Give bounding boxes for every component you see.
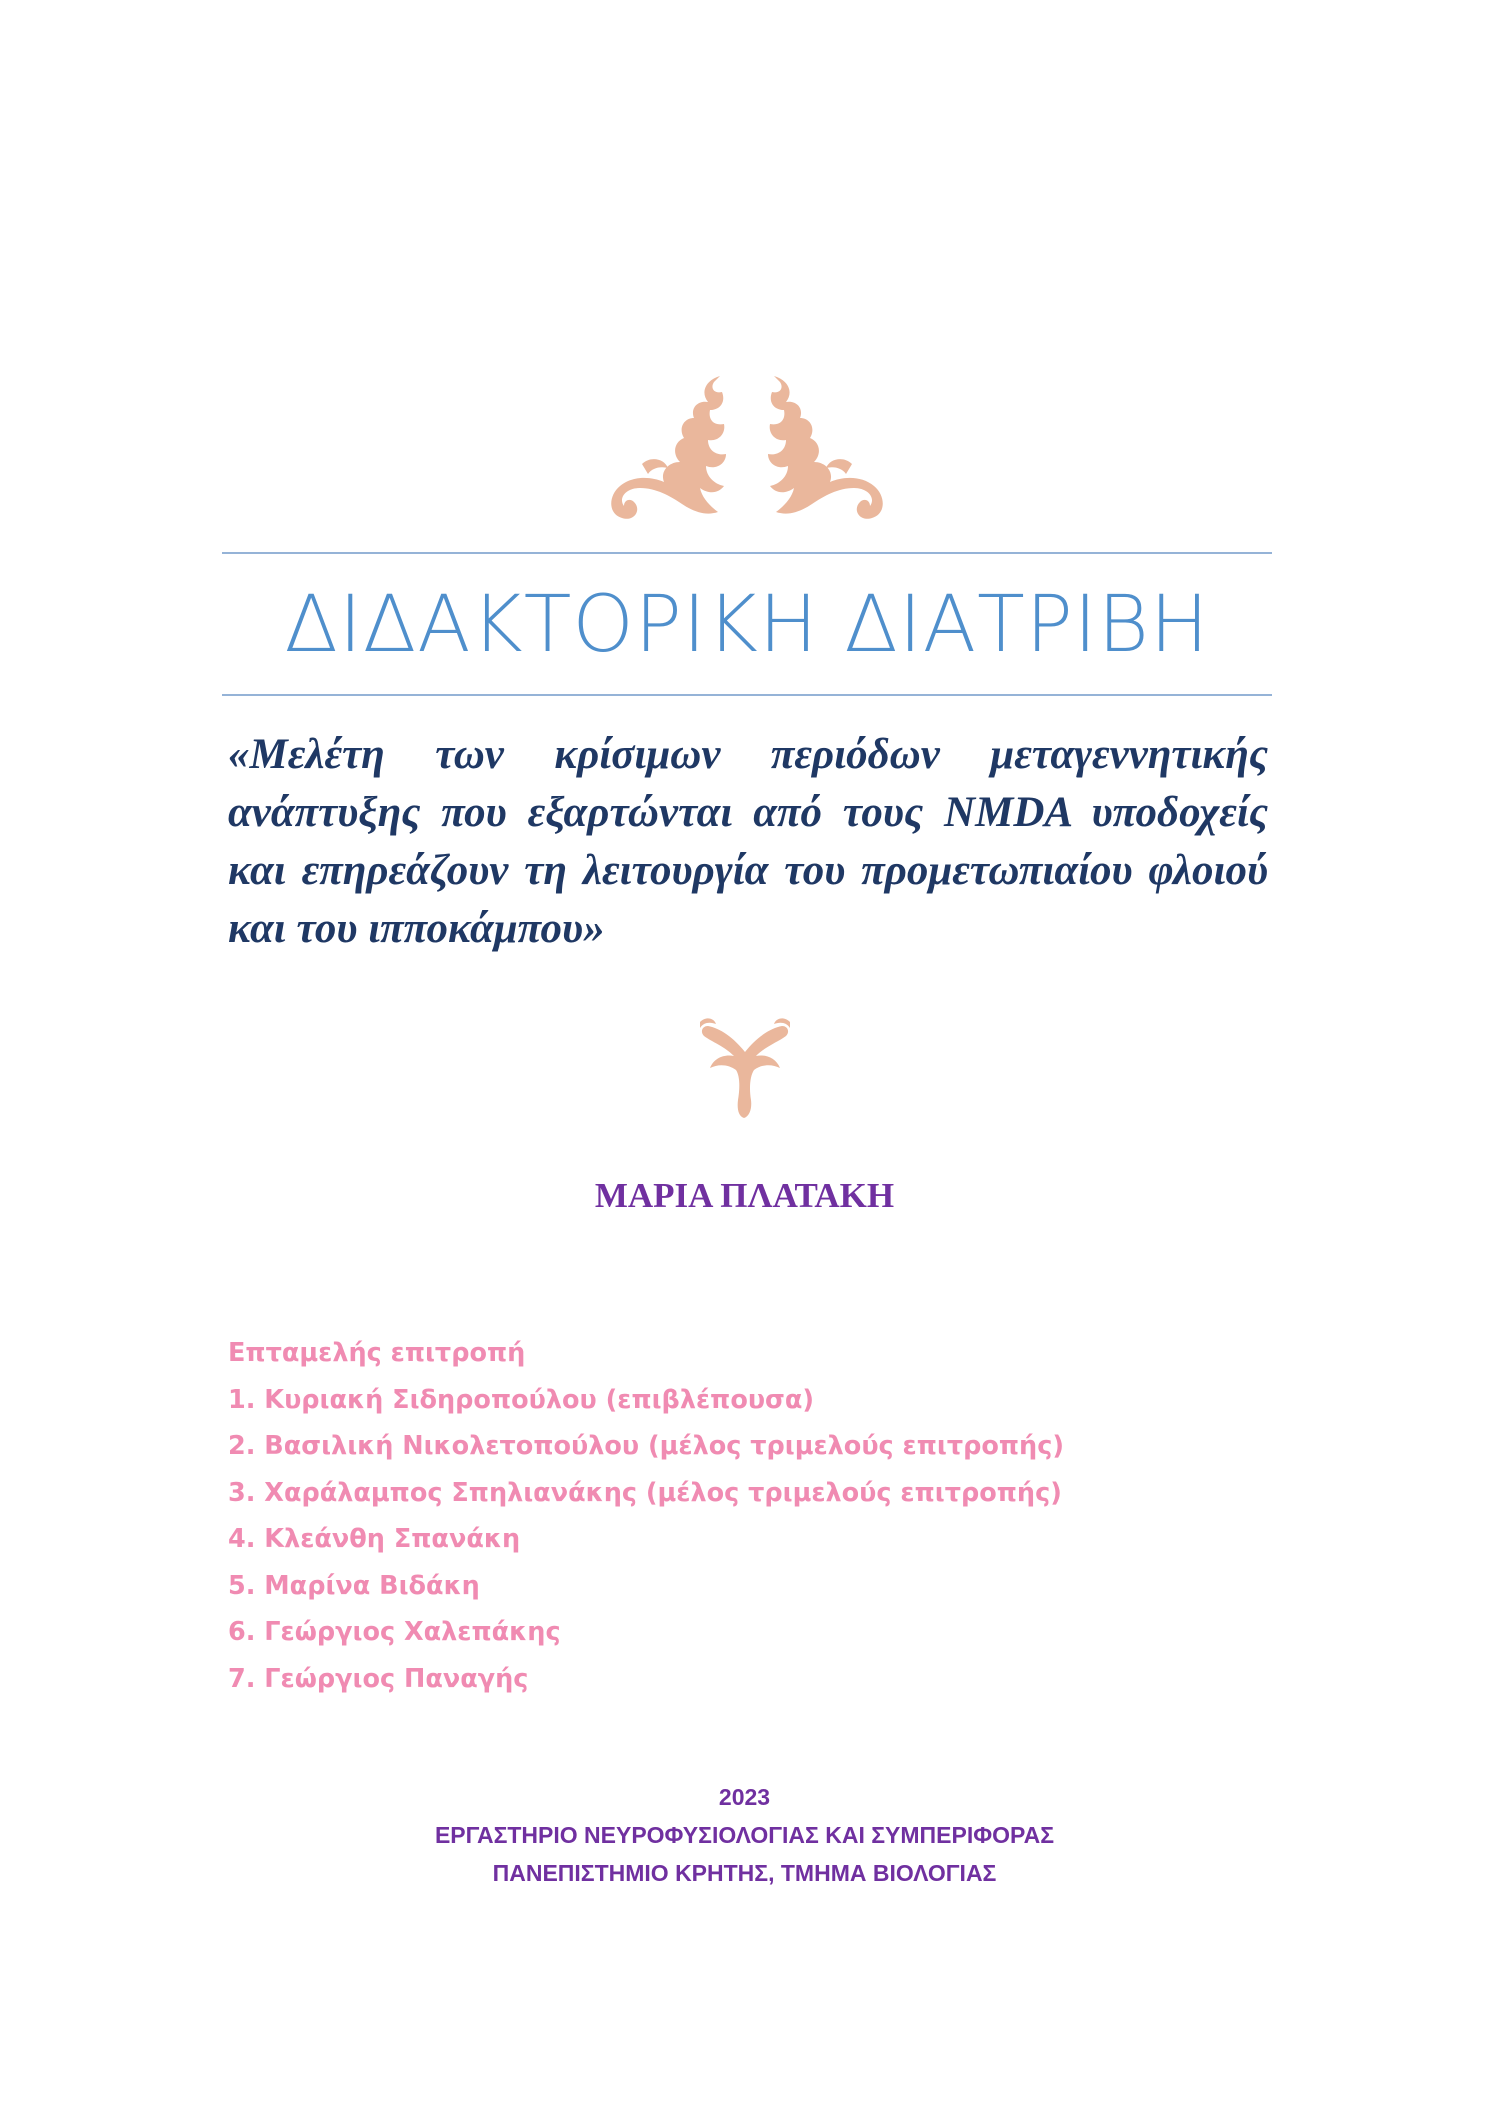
- committee-member: 2. Βασιλική Νικολετοπούλου (μέλος τριμελούς επιτροπής): [228, 1431, 1064, 1461]
- laboratory-name: ΕΡΓΑΣΤΗΡΙΟ ΝΕΥΡΟΦΥΣΙΟΛΟΓΙΑΣ ΚΑΙ ΣΥΜΠΕΡΙΦΟΡΑΣ: [434, 1822, 1055, 1848]
- fleuron-icon: [700, 1012, 790, 1120]
- committee-member: 5. Μαρίνα Βιδάκη: [228, 1570, 480, 1601]
- heading-bottom-rule: [222, 694, 1272, 696]
- committee-member: 3. Χαράλαμπος Σπηλιανάκης (μέλος τριμελούς επιτροπής): [228, 1477, 1062, 1508]
- thesis-title: «Μελέτη των κρίσιμων περιόδων μεταγεννητικής ανάπτυξης που εξαρτώνται από τους NMDA υποδοχείς και επηρεάζουν τη λειτουργία του προμετωπιαίου φλοιού και του ιπποκάμπου»: [228, 731, 1268, 952]
- heading-top-rule: [222, 552, 1272, 554]
- floral-scroll-pair-icon: [602, 372, 892, 522]
- footer-block: [0, 1778, 1489, 1892]
- committee-member: 6. Γεώργιος Χαλεπάκης: [228, 1617, 561, 1647]
- document-type-heading: ΔΙΔΑΚΤΟΡΙΚΗ ΔΙΑΤΡΙΒΗ: [284, 580, 1210, 670]
- committee-member: 4. Κλεάνθη Σπανάκη: [228, 1524, 521, 1554]
- committee-member: 1. Κυριακή Σιδηροπούλου (επιβλέπουσα): [228, 1384, 815, 1415]
- committee-heading: Επταμελής επιτροπή: [228, 1338, 526, 1368]
- year: 2023: [718, 1784, 771, 1810]
- committee-block: [228, 1330, 1328, 1702]
- committee-member: 7. Γεώργιος Παναγής: [228, 1663, 529, 1694]
- author-name: ΜΑΡΙΑ ΠΛΑΤΑΚΗ: [594, 1176, 895, 1215]
- institution-name: ΠΑΝΕΠΙΣΤΗΜΙΟ ΚΡΗΤΗΣ, ΤΜΗΜΑ ΒΙΟΛΟΓΙΑΣ: [492, 1860, 997, 1886]
